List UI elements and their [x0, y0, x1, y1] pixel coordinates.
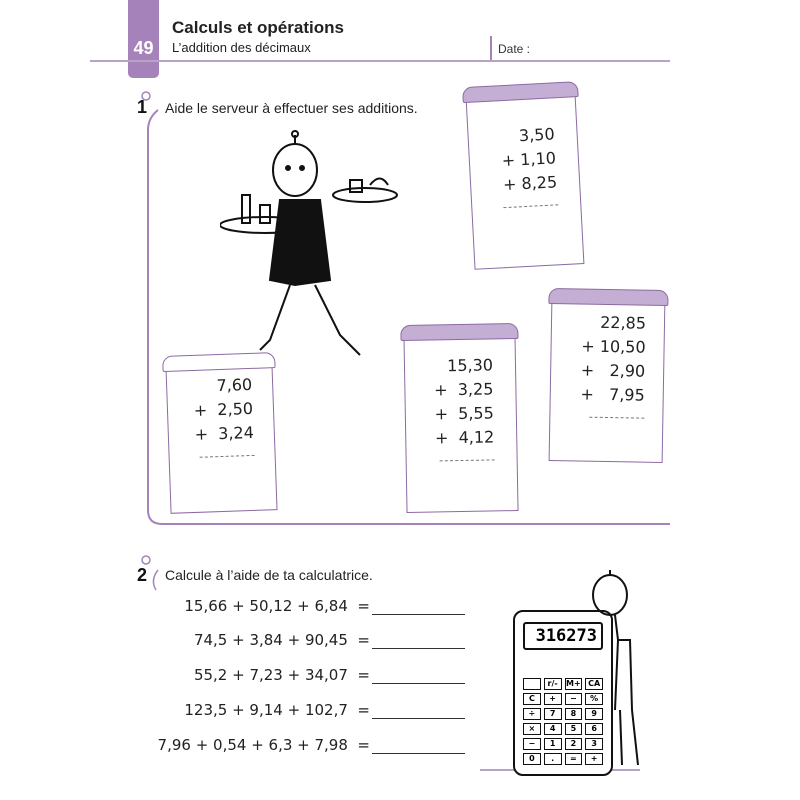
- calculator-key: 0: [523, 753, 541, 765]
- calculator-key: −: [565, 693, 583, 705]
- equation: 55,2 + 7,23 + 34,07 =: [193, 666, 370, 684]
- calculator-key: +: [585, 753, 603, 765]
- pad-line: + 8,25: [502, 172, 558, 195]
- notepad-1: [466, 92, 585, 270]
- notepad-3: [403, 334, 518, 513]
- calculator-key: C: [523, 693, 541, 705]
- notepad-binding: [548, 288, 668, 306]
- pad-line: + 2,90: [580, 360, 646, 381]
- pad-line: + 5,55: [434, 403, 494, 424]
- answer-blank[interactable]: [372, 683, 465, 684]
- exercise-1-instruction: Aide le serveur à effectuer ses additions.: [165, 100, 418, 116]
- calculator-key: ×: [523, 723, 541, 735]
- exercise-1-number: 1: [137, 97, 148, 117]
- chapter-number: 49: [133, 38, 154, 58]
- calculator-key: [523, 678, 541, 690]
- notepad-4: [549, 299, 666, 463]
- answer-blank[interactable]: [372, 753, 465, 754]
- pad-line: + 7,95: [580, 384, 645, 405]
- answer-blank[interactable]: [372, 614, 465, 615]
- notepad-2: [165, 363, 277, 514]
- calculator-key: 8: [565, 708, 583, 720]
- calculator-key: −: [523, 738, 541, 750]
- pad-line: 3,50: [518, 124, 556, 146]
- calculator-key: 9: [585, 708, 603, 720]
- calculator-key: 2: [565, 738, 583, 750]
- pad-line: + 2,50: [193, 398, 254, 420]
- calculator-key: 4: [544, 723, 562, 735]
- calculator-key: CA: [585, 678, 603, 690]
- pad-line: + 1,10: [501, 148, 557, 171]
- answer-blank[interactable]: [372, 648, 465, 649]
- calculator-key: =: [565, 753, 583, 765]
- waiter-robot-illustration: [220, 130, 400, 370]
- calculator-key: .: [544, 753, 562, 765]
- calculator-key: M+: [566, 679, 581, 688]
- calculator-display: 316273: [523, 622, 603, 650]
- answer-blank[interactable]: [372, 718, 465, 719]
- page-title: Calculs et opérations: [172, 18, 344, 37]
- page-subtitle: L’addition des décimaux: [172, 40, 311, 55]
- exercise-2-instruction: Calcule à l’aide de ta calculatrice.: [165, 567, 373, 583]
- pad-line: 7,60: [216, 374, 253, 396]
- pad-line: 22,85: [600, 312, 647, 333]
- answer-line: [440, 459, 495, 461]
- pad-line: + 3,24: [194, 422, 255, 444]
- exercise-2-number: 2: [137, 565, 148, 585]
- pad-line: 15,30: [447, 355, 494, 376]
- calculator-key: 7: [544, 708, 562, 720]
- notepad-binding: [400, 323, 518, 341]
- equation: 7,96 + 0,54 + 6,3 + 7,98 =: [157, 736, 370, 754]
- calculator-key: r/-: [544, 678, 562, 690]
- calculator-key: +: [544, 693, 562, 705]
- equation: 74,5 + 3,84 + 90,45 =: [193, 631, 370, 649]
- calculator-key: 1: [544, 738, 562, 750]
- pad-line: + 3,25: [434, 379, 494, 400]
- calculator-key: ÷: [523, 708, 541, 720]
- calculator-key: 5: [565, 723, 583, 735]
- robot-leaning-illustration: [580, 570, 650, 770]
- calculator-key: 3: [585, 738, 603, 750]
- pad-line: + 4,12: [434, 427, 495, 448]
- answer-line: [200, 455, 255, 458]
- calculator-key: %: [585, 693, 603, 705]
- answer-line: [589, 417, 644, 419]
- calculator-key: 6: [585, 723, 603, 735]
- date-label: Date :: [498, 42, 531, 56]
- equation: 15,66 + 50,12 + 6,84 =: [184, 597, 370, 615]
- pad-line: + 10,50: [581, 336, 646, 357]
- equation: 123,5 + 9,14 + 102,7 =: [184, 701, 370, 719]
- answer-line: [503, 204, 558, 208]
